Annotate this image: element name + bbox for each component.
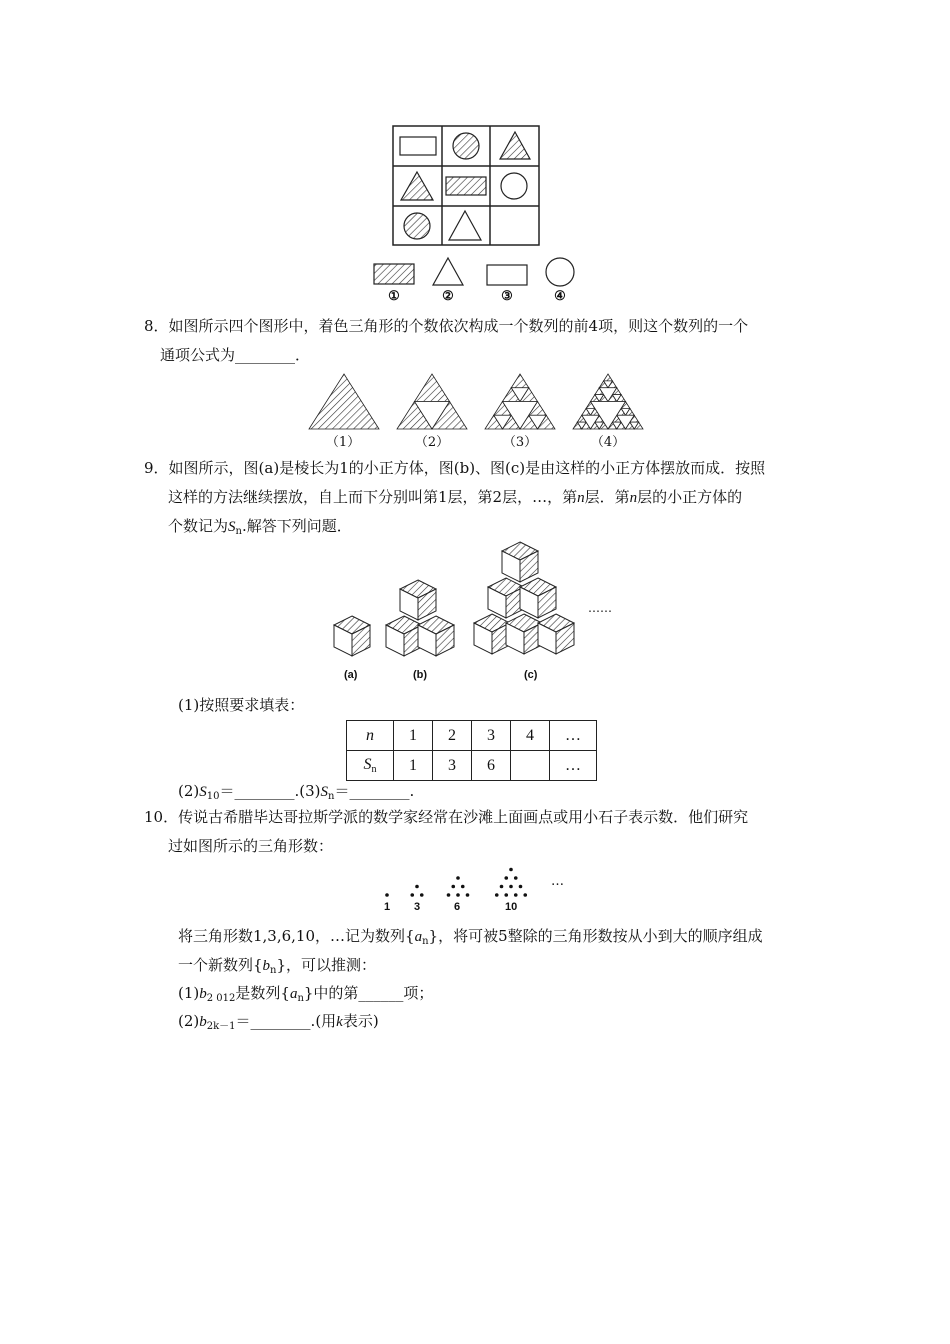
q9-part1: (1)按照要求填表：: [178, 696, 305, 714]
q9-text: 这样的方法继续摆放，自上而下分别叫第1层，第2层，…，第: [168, 488, 578, 506]
q10-text: (2): [178, 1012, 200, 1030]
q9-text: 层．第: [584, 488, 630, 506]
table-cell: [511, 751, 550, 781]
var-n: n: [577, 490, 585, 506]
circle-shape: [501, 173, 527, 199]
q10-text: (1): [178, 984, 200, 1002]
shaded-triangle: [511, 374, 529, 388]
dot-more: …: [551, 874, 564, 889]
table-cell: 6: [472, 751, 511, 781]
var-n: n: [366, 726, 374, 744]
dot: [451, 885, 455, 889]
dot: [509, 885, 513, 889]
sub-n: n: [235, 526, 242, 537]
q9-text: .解答下列问题．: [241, 517, 352, 535]
q8-caption-1: （1）: [325, 435, 361, 450]
dot: [500, 885, 504, 889]
q10-part1: [178, 982, 433, 1004]
q7-grid-figure: [392, 125, 542, 247]
fig-label-c: (c): [524, 669, 538, 681]
sub-n: n: [297, 993, 304, 1004]
dot: [385, 893, 389, 897]
dot: [410, 893, 414, 897]
q9-cubes-figure: [320, 538, 620, 663]
q9-table: [346, 720, 597, 781]
table-cell: 3: [472, 721, 511, 751]
q10-line-2: 过如图所示的三角形数：: [168, 837, 334, 855]
q10-text: 一个新数列{: [178, 956, 263, 974]
var-b: b: [262, 958, 271, 974]
q9-text: (2): [178, 782, 200, 800]
dot: [514, 876, 518, 880]
q8-caption-3: （3）: [502, 435, 538, 450]
option-label-3: ③: [501, 289, 513, 304]
var-a: a: [289, 986, 298, 1002]
hatched-triangle: [500, 132, 530, 159]
dot: [456, 876, 460, 880]
sub-n: n: [328, 791, 335, 802]
q8-number: 8．: [144, 317, 169, 335]
table-row: [347, 751, 597, 781]
sub-2k-1: 2k－1: [206, 1021, 236, 1032]
table-cell: [347, 721, 394, 751]
q10-text: 表示): [342, 1012, 379, 1030]
dot-label-3: 3: [414, 901, 421, 913]
dot: [523, 893, 527, 897]
dot: [461, 885, 465, 889]
shaded-triangle: [415, 374, 450, 402]
table-cell: 3: [433, 751, 472, 781]
shaded-triangle: [309, 374, 379, 429]
q9-text: 如图所示，图(a)是棱长为1的小正方体，图(b)、图(c)是由这样的小正方体摆放而成．按照: [168, 459, 766, 477]
hatched-triangle: [401, 172, 433, 200]
triangle-shape: [449, 211, 481, 240]
dot-label-6: 6: [454, 901, 461, 913]
q9-text: ＝________.(3): [219, 782, 321, 800]
option-label-1: ①: [388, 289, 400, 304]
table-cell: [347, 751, 394, 781]
option-hatched-rect: [374, 264, 414, 284]
sub-n: n: [422, 936, 429, 947]
q9-part2-3: [178, 780, 414, 802]
q10-text: ＝________.(用: [235, 1012, 337, 1030]
table-row: [347, 721, 597, 751]
var-b: b: [199, 986, 207, 1002]
q10-line-4: [178, 954, 376, 976]
q10-text: }中的第______项；: [303, 984, 434, 1002]
option-circle: [546, 258, 574, 286]
q10-dots-figure: [380, 858, 580, 900]
hatched-circle: [404, 213, 430, 239]
table-cell: 1: [394, 721, 433, 751]
hatched-circle: [453, 133, 479, 159]
q10-number: 10．: [144, 808, 179, 826]
q10-text: }，将可被5整除的三角形数按从小到大的顺序组成: [428, 927, 763, 945]
var-S: S: [363, 756, 372, 773]
var-b: b: [199, 1014, 207, 1030]
table-cell: 4: [511, 721, 550, 751]
q7-options-figure: [370, 256, 580, 290]
dot: [466, 893, 470, 897]
q10-part2: [178, 1010, 379, 1032]
q10-line-3: [178, 925, 763, 947]
q9-number: 9．: [144, 459, 169, 477]
sub-n: n: [371, 764, 377, 775]
var-S: S: [228, 519, 236, 535]
q9-text: 个数记为: [168, 517, 229, 535]
rect-shape: [400, 137, 436, 155]
table-cell: 1: [394, 751, 433, 781]
fig-label-a: (a): [344, 669, 358, 681]
fig-label-b: (b): [413, 669, 428, 681]
hatched-rect: [446, 177, 486, 195]
sub-10: 10: [206, 791, 220, 802]
q8-caption-4: （4）: [590, 435, 626, 450]
var-k: k: [336, 1014, 343, 1030]
dot-label-10: 10: [505, 901, 518, 913]
var-S: S: [199, 784, 207, 800]
dot: [456, 893, 460, 897]
option-label-4: ④: [554, 289, 566, 304]
dot: [504, 893, 508, 897]
q9-text: 层的小正方体的: [637, 488, 743, 506]
q8-line-1: [144, 315, 748, 336]
q8-text: 如图所示四个图形中，着色三角形的个数依次构成一个数列的前4项，则这个数列的一个: [168, 317, 749, 335]
dot-label-1: 1: [384, 901, 391, 913]
q8-caption-2: （2）: [414, 435, 450, 450]
fig-more: ……: [588, 601, 612, 615]
dot: [447, 893, 451, 897]
table-cell: …: [550, 721, 597, 751]
q8-triangles-figure: [304, 372, 654, 430]
dot: [504, 876, 508, 880]
option-rect: [487, 265, 527, 285]
q10-text: }，可以推测：: [276, 956, 377, 974]
var-S: S: [320, 784, 329, 800]
option-triangle: [433, 258, 463, 285]
q9-line-3: [168, 515, 352, 537]
table-cell: …: [550, 751, 597, 781]
dot: [514, 893, 518, 897]
var-a: a: [414, 929, 423, 945]
table-cell: 2: [433, 721, 472, 751]
q9-text: ＝________.: [334, 782, 415, 800]
q10-line-1: [144, 806, 748, 827]
var-n: n: [629, 490, 638, 506]
shaded-triangle: [604, 374, 613, 381]
sub-n: n: [270, 965, 277, 976]
q9-line-1: [144, 457, 765, 478]
dot: [509, 868, 513, 872]
dot: [420, 893, 424, 897]
option-label-2: ②: [442, 289, 454, 304]
q10-text: 传说古希腊毕达哥拉斯学派的数学家经常在沙滩上面画点或用小石子表示数．他们研究: [178, 808, 749, 826]
dot: [519, 885, 523, 889]
q10-text: 将三角形数1,3,6,10，…记为数列{: [178, 927, 415, 945]
q9-line-2: [168, 486, 742, 507]
q8-line-2: 通项公式为________．: [160, 346, 311, 364]
dot: [495, 893, 499, 897]
q10-text: 是数列{: [235, 984, 290, 1002]
dot: [415, 885, 419, 889]
sub-2012: 2 012: [206, 993, 236, 1004]
